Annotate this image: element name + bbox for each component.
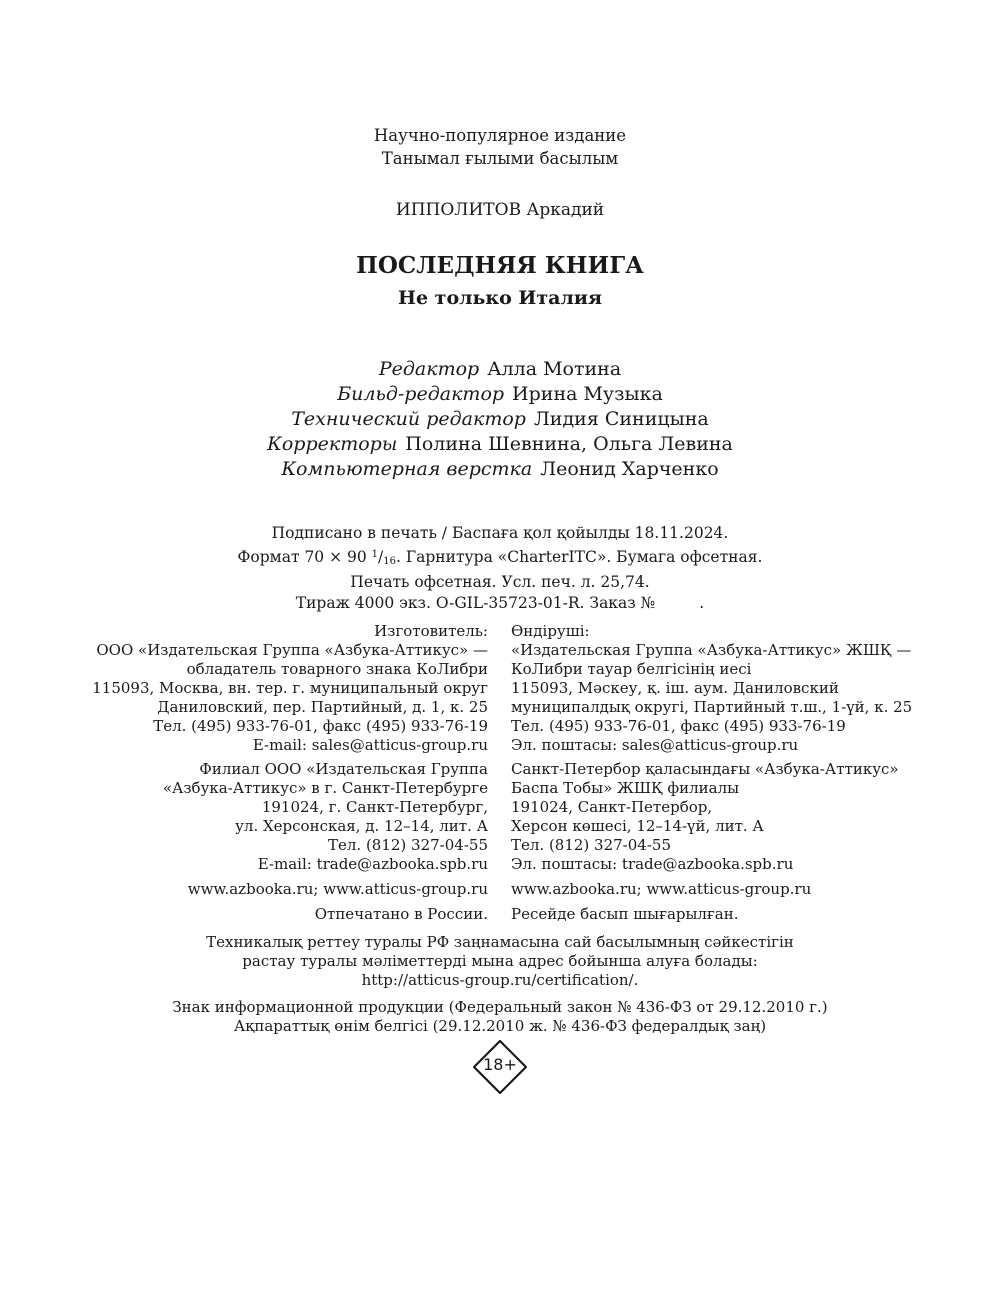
branch-kz-email: Эл. поштасы: trade@azbooka.spb.ru xyxy=(511,855,794,873)
press-line: Печать офсетная. Усл. печ. л. 25,74. xyxy=(350,573,650,591)
manufacturer-ru-label: Изготовитель: xyxy=(374,622,488,640)
branch-ru: Филиал ООО «Издательская Группа «Азбука-Аттикус» в г. Санкт-Петербурге 191024, г. Санкт-Петербург, ул. Херсонская, д. 12–14, лит. А Тел. (812) 327-04-55 E-mail: trade@azbooka.spb.ru xyxy=(162,760,488,873)
info-product-sign: Знак информационной продукции (Федеральный закон № 436-ФЗ от 29.12.2010 г.) Ақпараттық өнім белгісі (29.12.2010 ж. № 436-ФЗ федералдық заң) xyxy=(172,998,828,1035)
certification-url: http://atticus-group.ru/certification/. xyxy=(361,971,639,989)
circulation-line: Тираж 4000 экз. O-GIL-35723-01-R. Заказ № . xyxy=(295,594,705,612)
manufacturer-kz: Өндіруші: «Издательская Группа «Азбука-Аттикус» ЖШҚ — КоЛибри тауар белгісінің иесі 115093, Мәскеу, қ. іш. аум. Даниловский муниципалдық округі, Партийный т.ш., 1-үй, к. 25 Тел. (495) 933-76-01, факс (495) 933-76-19 Эл. поштасы: sales@atticus-group.ru xyxy=(511,622,913,754)
signed-date: Подписано в печать / Баспаға қол қойылды 18.11.2024. xyxy=(271,524,729,542)
certification-note: Техникалық реттеу туралы РФ заңнамасына сай басылымның сәйкестігін растау туралы мәліметтерді мына адрес бойынша алуға болады: http://atticus-group.ru/certification/. xyxy=(0,933,1000,990)
author-name: ИППОЛИТОВ Аркадий xyxy=(395,200,605,220)
age-rating-label: 18+ xyxy=(483,1055,517,1074)
edition-type-ru: Научно-популярное издание xyxy=(373,126,627,145)
book-title: ПОСЛЕДНЯЯ КНИГА xyxy=(356,252,644,279)
credit-proofreaders: Корректоры Полина Шевнина, Ольга Левина xyxy=(267,433,733,455)
edition-type xyxy=(0,124,1000,170)
branch-kz: Санкт-Петербор қаласындағы «Азбука-Аттикус» Баспа Тобы» ЖШҚ филиалы 191024, Санкт-Петербор, Херсон көшесі, 12–14-үй, лит. А Тел. (812) 327-04-55 Эл. поштасы: trade@azbooka.spb.ru xyxy=(511,760,899,873)
edition-type-kz: Танымал ғылыми басылым xyxy=(381,149,619,168)
websites-kz: www.azbooka.ru; www.atticus-group.ru xyxy=(511,880,812,898)
print-details xyxy=(0,523,1000,614)
credits-list xyxy=(0,357,1000,482)
manufacturer-kz-email: Эл. поштасы: sales@atticus-group.ru xyxy=(511,736,799,754)
branch-ru-email: E-mail: trade@azbooka.spb.ru xyxy=(257,855,488,873)
manufacturer-ru: Изготовитель: ООО «Издательская Группа «Азбука-Аттикус» — обладатель товарного знака КоЛибри 115093, Москва, вн. тер. г. муниципальный округ Даниловский, пер. Партийный, д. 1, к. 25 Тел. (495) 933-76-01, факс (495) 933-76-19 E-mail: sales@atticus-group.ru xyxy=(92,622,488,754)
book-subtitle: Не только Италия xyxy=(398,287,602,309)
websites-ru: www.azbooka.ru; www.atticus-group.ru xyxy=(187,880,488,898)
manufacturer-kz-label: Өндіруші: xyxy=(511,622,590,640)
credit-editor: Редактор Алла Мотина xyxy=(378,358,622,380)
credit-layout: Компьютерная верстка Леонид Харченко xyxy=(281,458,719,480)
printed-in-kz: Ресейде басып шығарылған. xyxy=(511,905,739,923)
format-line: Формат 70 × 90 $^1/_{16}$. Гарнитура «CharterITC». Бумага офсетная. xyxy=(237,548,763,567)
credit-photo-editor: Бильд-редактор Ирина Музыка xyxy=(337,383,663,405)
manufacturer-ru-email: E-mail: sales@atticus-group.ru xyxy=(252,736,488,754)
credit-tech-editor: Технический редактор Лидия Синицына xyxy=(291,408,709,430)
printed-in-ru: Отпечатано в России. xyxy=(314,905,488,923)
